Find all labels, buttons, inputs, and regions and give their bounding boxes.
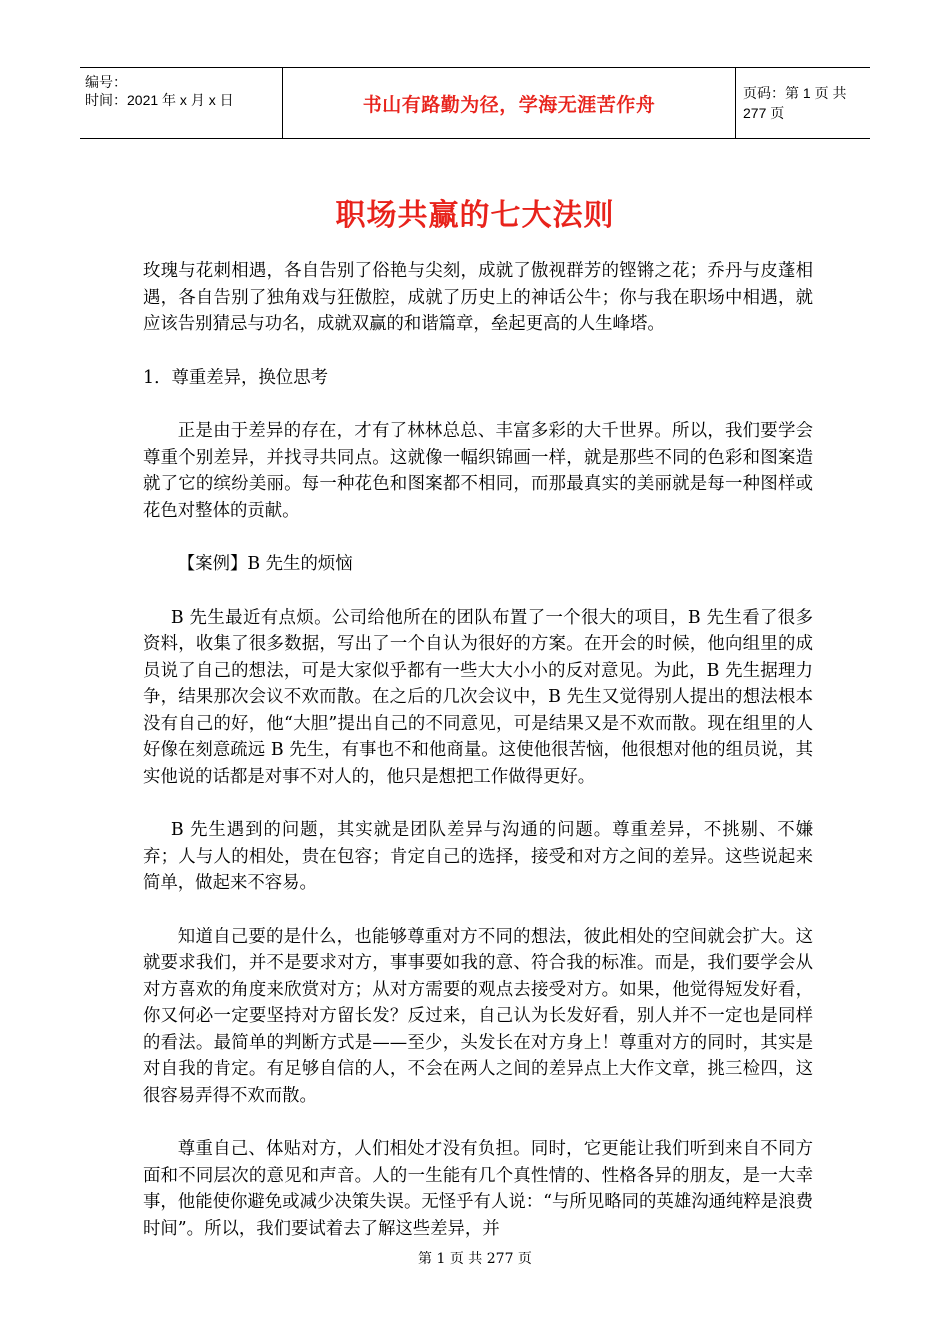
time-label: 时间：2021 年 x 月 x 日 (85, 92, 234, 108)
intro-paragraph: 玫瑰与花刺相遇，各自告别了俗艳与尖刻，成就了傲视群芳的铿锵之花；乔丹与皮蓬相遇，各自告别了独角戏与狂傲腔，成就了历史上的神话公牛；你与我在职场中相遇，就应该告别猜忌与功名，成就双赢的和谐篇章，垒起更高的人生峰塔。 (143, 261, 813, 334)
page-label: 页码：第 1 页 共 277 页 (743, 85, 847, 121)
page-header (80, 67, 870, 139)
page-footer: 第 1 页 共 277 页 (418, 1251, 532, 1267)
header-info-cell (80, 68, 283, 138)
header-motto-cell (283, 68, 736, 138)
body-paragraph: 正是由于差异的存在，才有了林林总总、丰富多彩的大千世界。所以，我们要学会尊重个别差异，并找寻共同点。这就像一幅织锦画一样，就是那些不同的色彩和图案造就了它的缤纷美丽。每一种花色和图案都不相同，而那最真实的美丽就是每一种图样或花色对整体的贡献。 (143, 421, 813, 521)
motto-text: 书山有路勤为径，学海无涯苦作舟 (362, 93, 656, 116)
body-paragraph: 知道自己要的是什么，也能够尊重对方不同的想法，彼此相处的空间就会扩大。这就要求我们，并不是要求对方，事事要如我的意、符合我的标准。而是，我们要学会从对方喜欢的角度来欣赏对方；从对方需要的观点去接受对方。如果，他觉得短发好看，你又何必一定要坚持对方留长发？反过来，自己认为长发好看，别人并不一定也是同样的看法。最简单的判断方式是——至少，头发长在对方身上！尊重对方的同时，其实是对自我的肯定。有足够自信的人，不会在两人之间的差异点上大作文章，挑三检四，这很容易弄得不欢而散。 (143, 926, 813, 1106)
case-heading: 【案例】B 先生的烦恼 (177, 554, 353, 574)
section-heading: 1．尊重差异，换位思考 (143, 367, 328, 388)
number-label: 编号： (85, 74, 127, 90)
body-paragraph: B 先生最近有点烦。公司给他所在的团队布置了一个很大的项目，B 先生看了很多资料，收集了很多数据，写出了一个自认为很好的方案。在开会的时候，他向组里的成员说了自己的想法，可是大家似乎都有一些大大小小的反对意见。为此，B 先生据理力争，结果那次会议不欢而散。在之后的几次会议中，B 先生又觉得别人提出的想法根本没有自己的好，他“大胆”提出自己的不同意见，可是结果又是不欢而散。现在组里的人好像在刻意疏远 B 先生，有事也不和他商量。这使他很苦恼，他很想对他的组员说，其实他说的话都是对事不对人的，他只是想把工作做得更好。 (143, 607, 813, 787)
body-paragraph: 尊重自己、体贴对方，人们相处才没有负担。同时，它更能让我们听到来自不同方面和不同层次的意见和声音。人的一生能有几个真性情的、性格各异的朋友，是一大幸事，他能使你避免或减少决策失误。无怪乎有人说：“与所见略同的英雄沟通纯粹是浪费时间”。所以，我们要试着去了解这些差异，并 (143, 1139, 813, 1239)
document-title: 职场共赢的七大法则 (335, 198, 615, 233)
body-paragraph: B 先生遇到的问题，其实就是团队差异与沟通的问题。尊重差异，不挑剔、不嫌弃；人与人的相处，贵在包容；肯定自己的选择，接受和对方之间的差异。这些说起来简单，做起来不容易。 (143, 820, 813, 893)
document-body (143, 258, 813, 1269)
header-page-cell (735, 68, 870, 138)
